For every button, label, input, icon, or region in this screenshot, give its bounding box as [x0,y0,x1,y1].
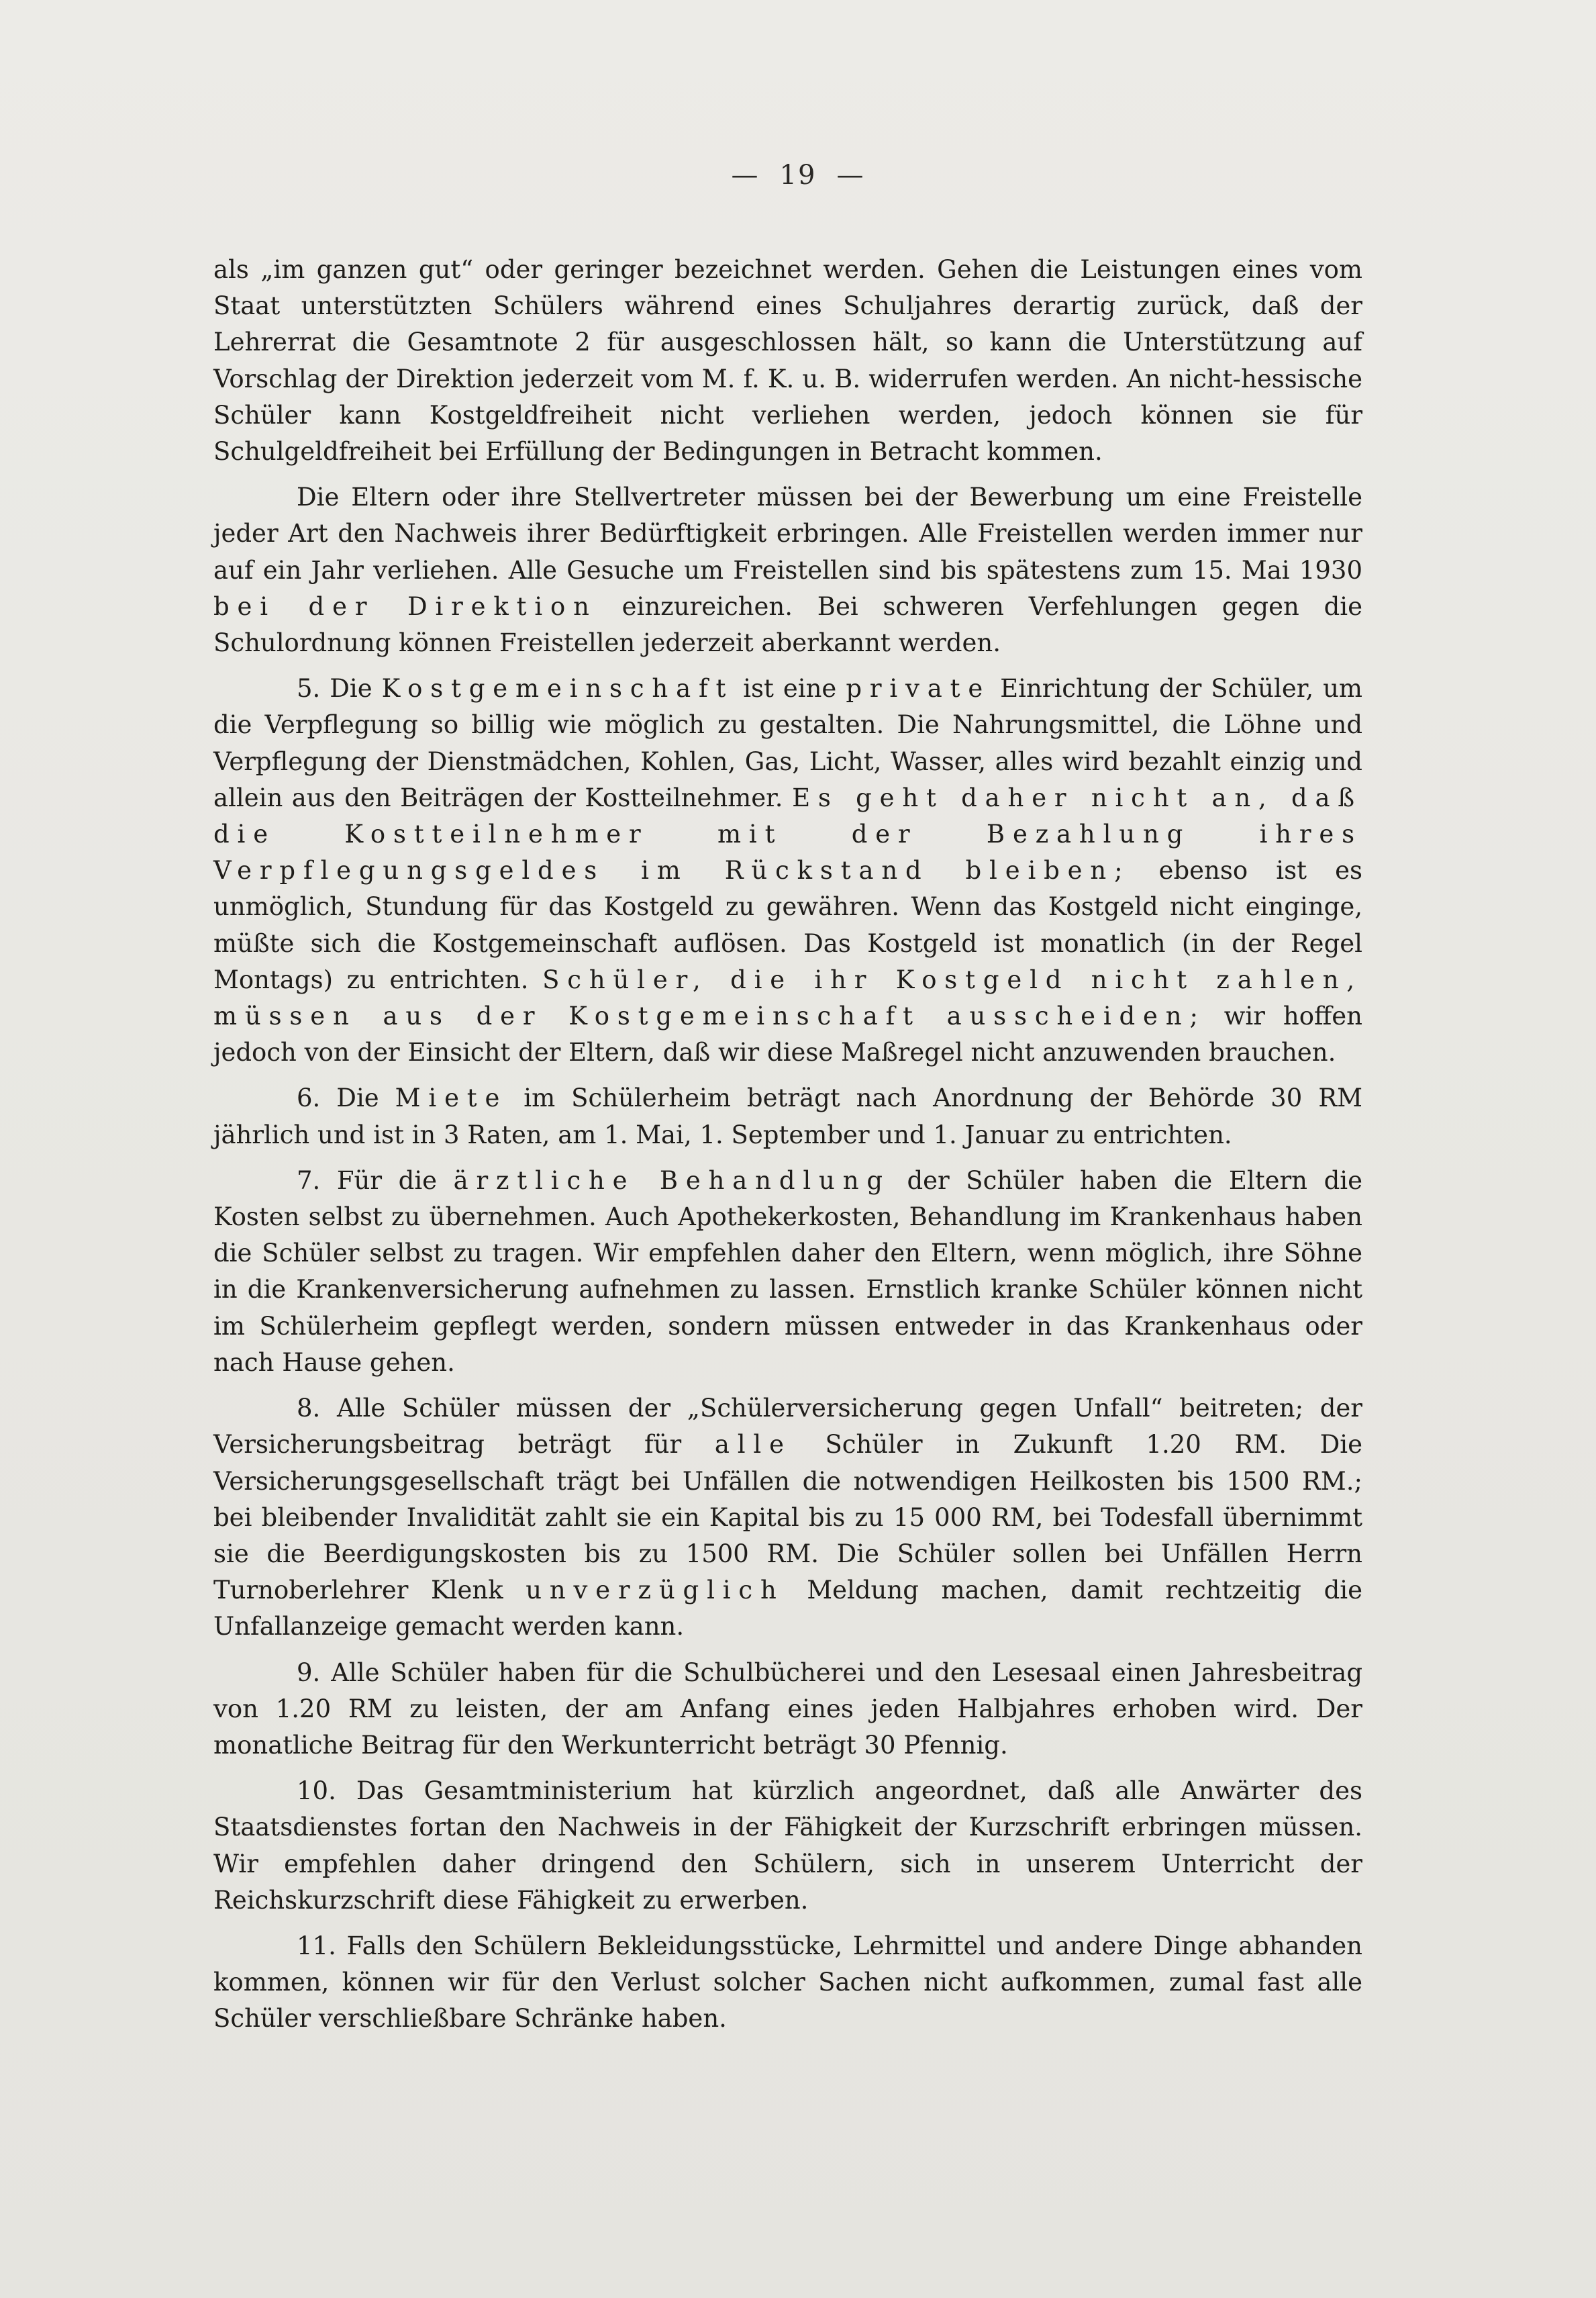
paragraph-6 [213,1390,1362,1645]
paragraph-9 [213,1928,1362,2038]
emphasized-text: alle [714,1430,792,1459]
text-segment: Einrichtung der Schüler, um die Verpflegung so billig wie möglich zu gestalten. Die Nahrungsmittel, die Löhne und Verpflegung der Dienstmädchen, Kohlen, Gas, Licht, Wasser, alles wird bezahlt einzig und allein aus den Beiträgen der Kostteilnehmer. [213,674,1362,812]
paragraph-7 [213,1655,1362,1764]
body-text [213,252,1362,2047]
text-segment: als „im ganzen gut“ oder geringer bezeichnet werden. Gehen die Leistungen eines vom Staat unterstützten Schülers während eines Schuljahres derartig zurück, daß der Lehrerrat die Gesamtnote 2 für ausgeschlossen hält, so kann die Unterstützung auf Vorschlag der Direktion jederzeit vom M. f. K. u. B. widerrufen werden. An nicht-hessische Schüler kann Kostgeldfreiheit nicht verliehen werden, jedoch können sie für Schulgeldfreiheit bei Erfüllung der Bedingungen in Betracht kommen. [213,255,1362,467]
emphasized-text: Miete [395,1084,508,1113]
paragraph-5 [213,1163,1362,1381]
text-segment: Schüler in Zukunft 1.20 RM. Die Versicherungsgesellschaft trägt bei Unfällen die notwendigen Heilkosten bis 1500 RM.; bei bleibender Invalidität zahlt sie ein Kapital bis zu 15 000 RM, bei Todesfall übernimmt sie die Beerdigungskosten bis zu 1500 RM. Die Schüler sollen bei Unfällen Herrn Turnoberlehrer Klenk [213,1430,1362,1605]
page-number-value: 19 [779,160,817,191]
text-segment: 9. Alle Schüler haben für die Schulbücherei und den Lesesaal einen Jahresbeitrag von 1.20 RM zu leisten, der am Anfang eines jeden Halbjahres erhoben wird. Der monatliche Beitrag für den Werkunterricht beträgt 30 Pfennig. [213,1658,1362,1760]
paragraph-4 [213,1080,1362,1153]
paragraph-8 [213,1773,1362,1919]
emphasized-text: Kostgemeinschaft [381,674,734,704]
text-segment: Die Eltern oder ihre Stellvertreter müssen bei der Bewerbung um eine Freistelle jeder Art den Nachweis ihrer Bedürftigkeit erbringen. Alle Freistellen werden immer nur auf ein Jahr verliehen. Alle Gesuche um Freistellen sind bis spätestens zum 15. Mai 1930 [213,483,1362,585]
emphasized-text: ärztliche Behandlung [453,1165,891,1195]
text-segment: der Schüler haben die Eltern die Kosten selbst zu übernehmen. Auch Apothekerkosten, Behandlung im Krankenhaus haben die Schüler selbst zu tragen. Wir empfehlen daher den Eltern, wenn möglich, ihre Söhne in die Krankenversicherung aufnehmen zu lassen. Ernstlich kranke Schüler können nicht im Schülerheim gepflegt werden, sondern müssen entweder in das Krankenhaus oder nach Hause gehen. [213,1165,1362,1377]
text-segment: ist eine [734,674,846,704]
text-segment: ebenso ist es unmöglich, Stundung für das Kostgeld zu gewähren. Wenn das Kostgeld nicht einginge, müßte sich die Kostgemeinschaft auflösen. Das Kostgeld ist monatlich (in der Regel Montags) zu entrichten. [213,856,1362,994]
emphasized-text: Es geht daher nicht an, daß die Kostteilnehmer mit der Bezahlung ihres Verpflegungsgeldes im Rückstand bleiben; [213,783,1362,885]
paragraph-2 [213,479,1362,661]
page-number-dash-left: — [731,160,760,191]
page-number-dash-right: — [836,160,865,191]
emphasized-text: Schüler, die ihr Kostgeld nicht zahlen, müssen aus der Kostgemeinschaft ausscheiden; [213,965,1362,1031]
text-segment: Meldung machen, damit rechtzeitig die Unfallanzeige gemacht werden kann. [213,1576,1362,1641]
text-segment: wir hoffen jedoch von der Einsicht der Eltern, daß wir diese Maßregel nicht anzuwenden brauchen. [213,1002,1362,1067]
emphasized-text: unverzüglich [526,1576,785,1605]
text-segment: 11. Falls den Schülern Bekleidungsstücke, Lehrmittel und andere Dinge abhanden kommen, können wir für den Verlust solcher Sachen nicht aufkommen, zumal fast alle Schüler verschließbare Schränke haben. [213,1931,1362,2033]
paragraph-3 [213,671,1362,1071]
paragraph-1 [213,252,1362,470]
text-segment: 6. Die [297,1084,395,1113]
text-segment: 8. Alle Schüler müssen der „Schülerversicherung gegen Unfall“ beitreten; der Versicherungsbeitrag beträgt für [213,1394,1362,1459]
emphasized-text: bei der Direktion [213,591,597,621]
text-segment: im Schülerheim beträgt nach Anordnung der Behörde 30 RM jährlich und ist in 3 Raten, am 1. Mai, 1. September und 1. Januar zu entrichten. [213,1084,1362,1149]
emphasized-text: private [846,674,991,704]
text-segment: 7. Für die [297,1165,454,1195]
text-segment: 10. Das Gesamtministerium hat kürzlich angeordnet, daß alle Anwärter des Staatsdienstes fortan den Nachweis in der Fähigkeit der Kurzschrift erbringen müssen. Wir empfehlen daher dringend den Schülern, sich in unserem Unterricht der Reichskurzschrift diese Fähigkeit zu erwerben. [213,1776,1362,1915]
page-number [0,160,1596,191]
text-segment: 5. Die [297,674,382,704]
text-segment: einzureichen. Bei schweren Verfehlungen gegen die Schulordnung können Freistellen jederzeit aberkannt werden. [213,591,1362,658]
